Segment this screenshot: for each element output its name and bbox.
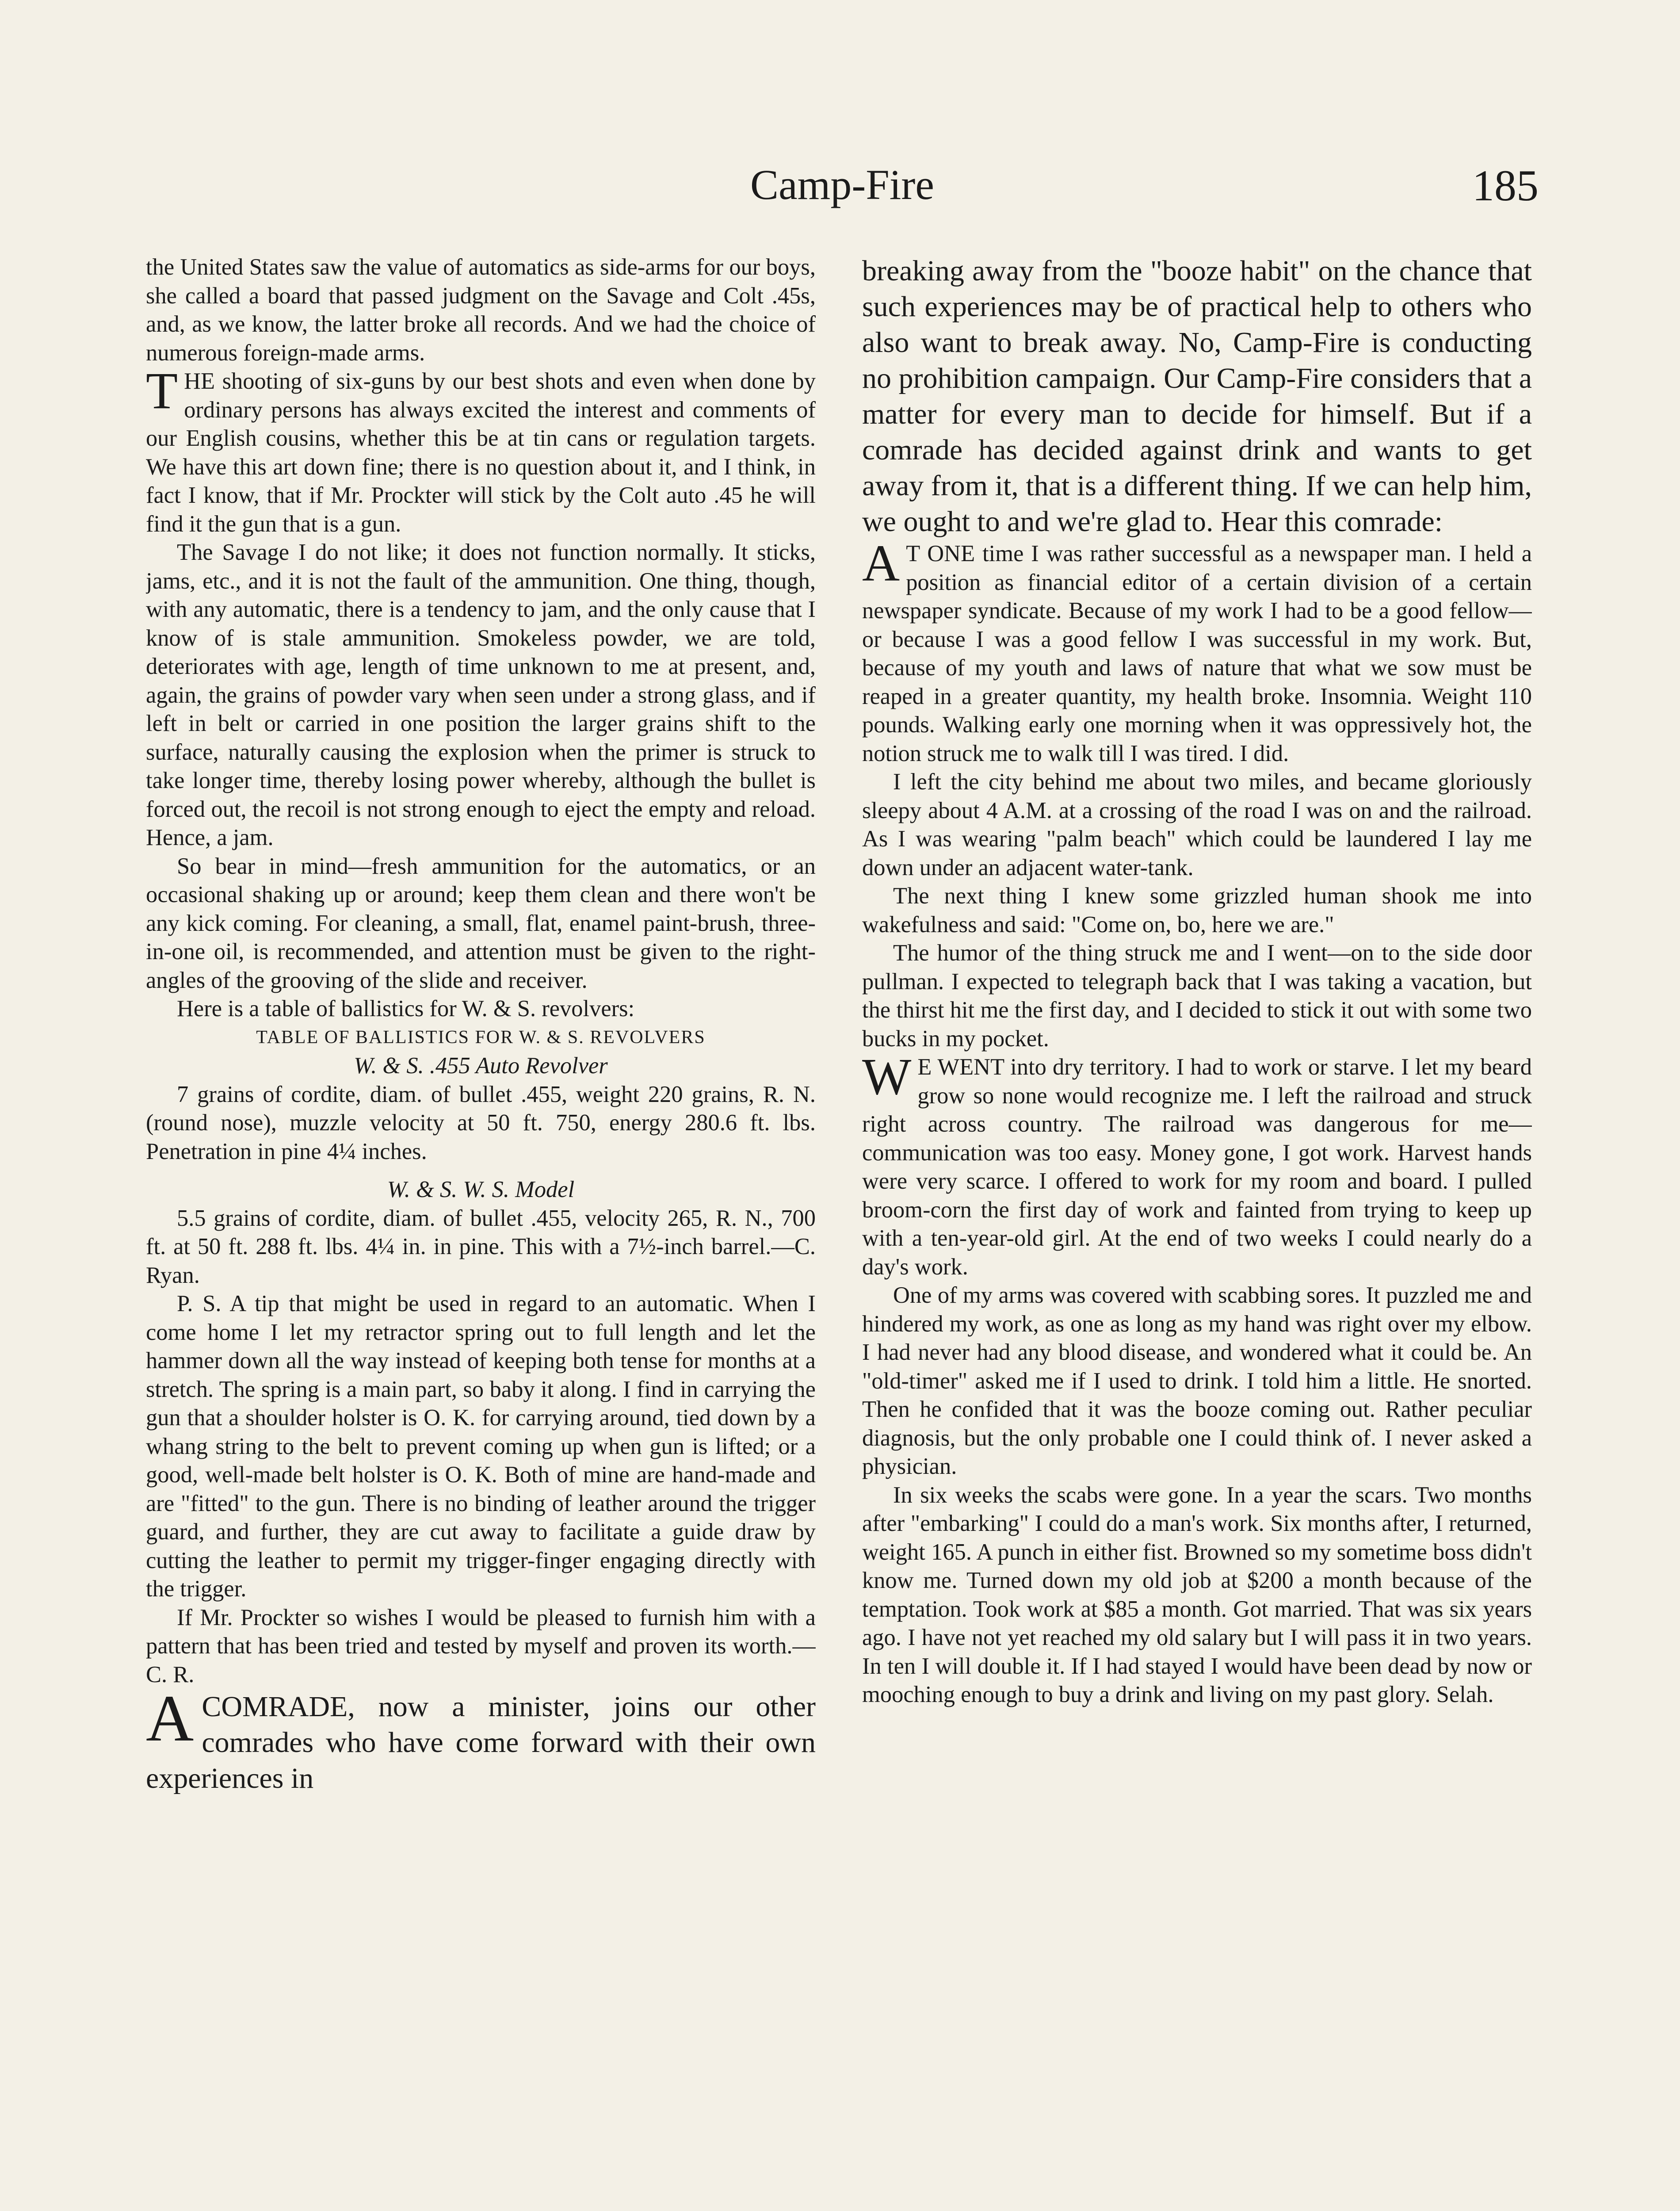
paragraph: I left the city behind me about two miles, and became gloriously sleepy about 4 A.M. at a crossing of the road I was on and the railroad. As I was wearing "palm beach" which could be laundered I lay me down under an adjacent water-tank.	[862, 769, 1532, 880]
page-number: 185	[1472, 161, 1539, 210]
table-heading: TABLE OF BALLISTICS FOR W. & S. REVOLVERS	[256, 1027, 706, 1048]
intro-paragraph	[146, 1682, 816, 1796]
drop-cap: T	[146, 362, 178, 420]
paragraph: The humor of the thing struck me and I went—on to the side door pullman. I expected to telegraph back that I was taking a vacation, but the thirst hit me the first day, and I decided to stick it out with some two bucks in my pocket.	[862, 940, 1532, 1052]
paragraph-dropcap	[146, 362, 816, 538]
table-subheading: W. & S. .455 Auto Revolver	[354, 1053, 608, 1079]
paragraph-dropcap	[862, 1048, 1532, 1281]
drop-cap: W	[862, 1048, 912, 1106]
left-column	[146, 253, 816, 2211]
page-header	[146, 160, 1539, 222]
paragraph: The next thing I knew some grizzled human shook me into wakefulness and said: "Come on, bo, here we are."	[862, 883, 1532, 937]
paragraph: P. S. A tip that might be used in regard to an automatic. When I come home I let my retractor spring out to full length and let the hammer down all the way instead of keeping both tense for months at a stretch. The spring is a main part, so baby it along. I find in carrying the gun that a shoulder holster is O. K. for carrying around, tied down by a whang string to the belt to prevent coming up when gun is lifted; or a good, well-made belt holster is O. K. Both of mine are hand-made and are "fitted" to the gun. There is no binding of leather around the trigger guard, and further, they are cut away to facilitate a guide draw by cutting the leather to permit my trigger-finger engaging directly with the trigger.	[146, 1291, 816, 1602]
drop-cap: A	[862, 534, 900, 592]
paragraph: In six weeks the scabs were gone. In a year the scars. Two months after "embarking" I could do a man's work. Six months after, I returned, weight 165. A punch in either fist. Browned so my sometime boss didn't know me. Turned down my old job at $200 a month because of the temptation. Took work at $85 a month. Got married. That was six years ago. I have not yet reached my old salary but I will pass it in two years. In ten I will double it. If I had stayed I would have been dead by now or mooching enough to buy a drink and living on my past glory. Selah.	[862, 1482, 1532, 1707]
paragraph-text: E WENT into dry territory. I had to work or starve. I let my beard grow so none would recognize me. I left the railroad and struck right across country. The railroad was dangerous for me—communication was too easy. Money gone, I got work. Harvest hands were very scarce. I offered to work for my room and board. I pulled broom-corn the first day of work and fainted from trying to keep up with a ten-year-old girl. At the end of two weeks I could nearly do a day's work.	[862, 1054, 1532, 1280]
drop-cap: A	[146, 1682, 194, 1755]
paragraph: The Savage I do not like; it does not function normally. It sticks, jams, etc., and it is not the fault of the ammunition. One thing, though, with any automatic, there is a tendency to jam, and the only cause that I know of is stale ammunition. Smokeless powder, we are told, deteriorates with age, length of time unknown to me at present, and, again, the grains of powder vary when seen under a strong glass, and if left in belt or carried in one position the larger grains shift to the surface, naturally causing the explosion when the primer is struck to take longer time, thereby losing power whereby, although the bullet is forced out, the recoil is not strong enough to eject the empty and reload. Hence, a jam.	[146, 539, 816, 850]
paragraph-text: COMRADE, now a minister, joins our other comrades who have come forward with their own experiences in	[146, 1691, 816, 1794]
right-column	[862, 253, 1532, 2211]
intro-paragraph: breaking away from the "booze habit" on the chance that such experiences may be of practical help to others who also want to break away. No, Camp-Fire is conducting no prohibition campaign. Our Camp-Fire considers that a matter for every man to decide for himself. But if a comrade has decided against drink and wants to get away from it, that is a different thing. If we can help him, we ought to and we're glad to. Hear this comrade:	[862, 255, 1532, 538]
paragraph: 7 grains of cordite, diam. of bullet .455, weight 220 grains, R. N. (round nose), muzzle velocity at 50 ft. 750, energy 280.6 ft. lbs. Penetration in pine 4¼ inches.	[146, 1081, 816, 1164]
paragraph: 5.5 grains of cordite, diam. of bullet .455, velocity 265, R. N., 700 ft. at 50 ft. 288 ft. lbs. 4¼ in. in pine. This with a 7½-inch barrel.—C. Ryan.	[146, 1205, 816, 1288]
paragraph-text: T ONE time I was rather successful as a newspaper man. I held a position as financial editor of a certain division of a certain newspaper syndicate. Because of my work I had to be a good fellow—or because I was a good fellow I was successful in my work. But, because of my youth and laws of nature that what we sow must be reaped in a greater quantity, my health broke. Insomnia. Weight 110 pounds. Walking early one morning when it was oppressively hot, the notion struck me to walk till I was tired. I did.	[862, 541, 1532, 766]
paragraph: the United States saw the value of automatics as side-arms for our boys, she called a board that passed judgment on the Savage and Colt .45s, and, as we know, the latter broke all records. And we had the choice of numerous foreign-made arms.	[146, 254, 816, 366]
running-title: Camp-Fire	[750, 161, 934, 208]
paragraph: So bear in mind—fresh ammunition for the automatics, or an occasional shaking up or around; keep them clean and there won't be any kick coming. For cleaning, a small, flat, enamel paint-brush, three-in-one oil, is recommended, and attention must be given to the right-angles of the grooving of the slide and receiver.	[146, 853, 816, 993]
paragraph-dropcap	[862, 534, 1532, 768]
paragraph-text: HE shooting of six-guns by our best shots and even when done by ordinary persons has always excited the interest and comments of our English cousins, whether this be at tin cans or regulation targets. We have this art down fine; there is no question about it, and I think, in fact I know, that if Mr. Prockter will stick by the Colt auto .45 he will find it the gun that is a gun.	[146, 368, 816, 537]
table-subheading: W. & S. W. S. Model	[387, 1177, 575, 1202]
paragraph: One of my arms was covered with scabbing sores. It puzzled me and hindered my work, as one as long as my hand was right over my elbow. I had never had any blood disease, and wondered what it could be. An "old-timer" asked me if I used to drink. I told him a little. He snorted. Then he confided that it was the booze coming out. Rather peculiar diagnosis, but the only probable one I could think of. I never asked a physician.	[862, 1282, 1532, 1479]
paragraph: Here is a table of ballistics for W. & S. revolvers:	[177, 996, 635, 1021]
paragraph: If Mr. Prockter so wishes I would be pleased to furnish him with a pattern that has been tried and tested by myself and proven its worth.—C. R.	[146, 1604, 816, 1687]
